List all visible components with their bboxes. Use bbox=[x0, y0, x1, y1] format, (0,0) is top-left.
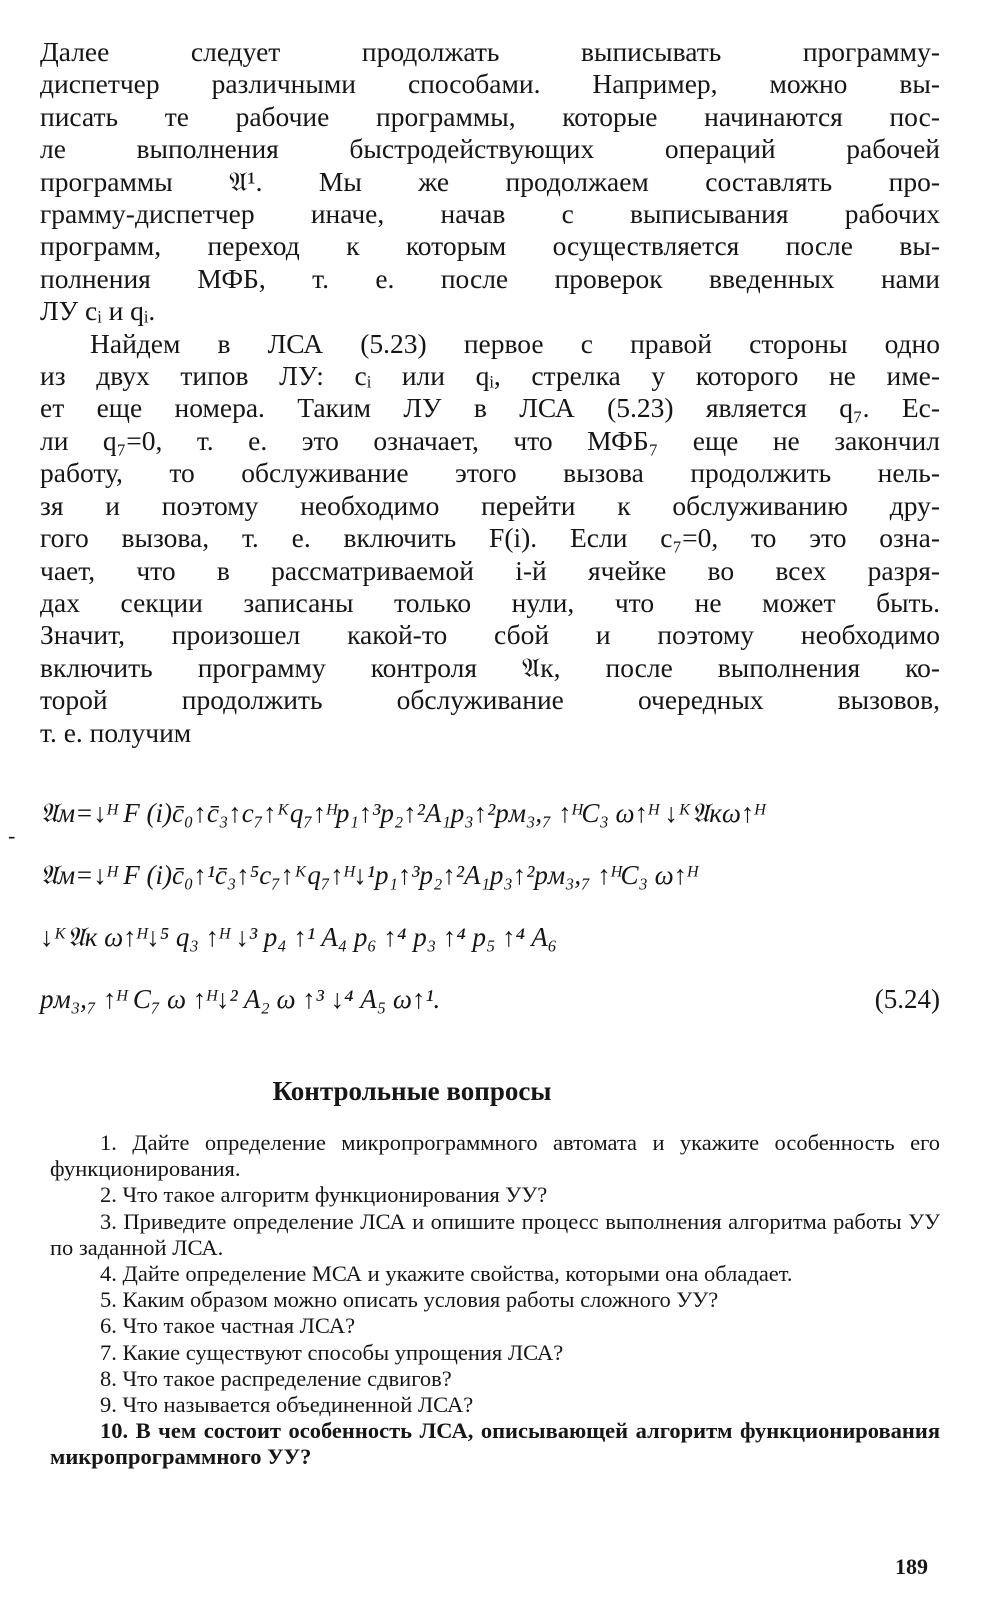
text-line: торой продолжить обслуживание очередных вызовов, bbox=[40, 684, 940, 716]
text-line: полнения МФБ, т. е. после проверок введенных нами bbox=[40, 262, 940, 294]
text-line: Значит, произошел какой-то сбой и поэтому необходимо bbox=[40, 619, 940, 651]
text-line: Найдем в ЛСА (5.23) первое с правой стороны одно bbox=[90, 327, 940, 359]
text-line: гого вызова, т. е. включить F(i). Если c₇=0, то это озна- bbox=[40, 522, 940, 554]
question-item: 7. Какие существуют способы упрощения ЛСА? bbox=[100, 1339, 564, 1365]
formula-block bbox=[40, 790, 940, 1038]
formula-line-3: ↓ᴷ𝔄к ω↑ᴴ↓⁵ q₃ ↑ᴴ ↓³ p₄ ↑¹ A₄ p₆ ↑⁴ p₃ ↑⁴ p₅ ↑⁴ A₆ bbox=[40, 922, 558, 952]
paragraph-2 bbox=[40, 328, 940, 749]
equation-number: (5.24) bbox=[874, 984, 940, 1014]
text-line: ле выполнения быстродействующих операций рабочей bbox=[40, 133, 940, 165]
margin-mark: - bbox=[8, 823, 16, 848]
paragraph-1 bbox=[40, 36, 940, 328]
text-line: чает, что в рассматриваемой i-й ячейке во всех разря- bbox=[40, 554, 940, 586]
text-line: ет еще номера. Таким ЛУ в ЛСА (5.23) является q₇. Ес- bbox=[40, 392, 940, 424]
formula-line-2: 𝔄м=↓ᴴ F (i)c̄₀↑¹c̄₃↑⁵c₇↑ᴷq₇↑ᴴ↓¹p₁↑³p₂↑²A₁p₃↑²pм₃,₇ ↑ᴴC₃ ω↑ᴴ bbox=[40, 860, 697, 890]
formula-line-4 bbox=[40, 976, 940, 1038]
formula-line-1: 𝔄м=↓ᴴ F (i)c̄₀↑c̄₃↑c₇↑ᴷq₇↑ᴴp₁↑³p₂↑²A₁p₃↑²pм₃,₇ ↑ᴴC₃ ω↑ᴴ ↓ᴷ𝔄кω↑ᴴ bbox=[40, 798, 765, 828]
question-item: 1. Дайте определение микропрограммного автомата и укажите особенность его функционирования. bbox=[50, 1130, 940, 1182]
text-line: т. е. получим bbox=[40, 716, 192, 748]
section-heading: Контрольные вопросы bbox=[272, 1076, 552, 1106]
text-line: работу, то обслуживание этого вызова продолжить нель- bbox=[40, 457, 940, 489]
text-line: писать те рабочие программы, которые начинаются пос- bbox=[40, 100, 940, 132]
question-item: 8. Что такое распределение сдвигов? bbox=[100, 1365, 452, 1391]
question-item: 9. Что называется объединенной ЛСА? bbox=[100, 1392, 474, 1418]
text-line: дах секции записаны только нули, что не может быть. bbox=[40, 586, 940, 618]
text-line: программы 𝔄¹. Мы же продолжаем составлять про- bbox=[40, 165, 940, 197]
text-line: диспетчер различными способами. Например, можно вы- bbox=[40, 68, 940, 100]
text-line: программ, переход к которым осуществляется после вы- bbox=[40, 230, 940, 262]
main-text bbox=[40, 36, 940, 749]
question-item: 3. Приведите определение ЛСА и опишите процесс выполнения алгоритма работы УУ по заданной ЛСА. bbox=[50, 1208, 940, 1260]
question-item: 4. Дайте определение МСА и укажите свойства, которыми она обладает. bbox=[100, 1261, 793, 1287]
text-line: Далее следует продолжать выписывать программу- bbox=[40, 36, 940, 67]
text-line: включить программу контроля 𝔄к, после выполнения ко- bbox=[40, 651, 940, 683]
page-number: 189 bbox=[895, 1554, 928, 1579]
question-item: 5. Каким образом можно описать условия работы сложного УУ? bbox=[100, 1287, 719, 1313]
formula-line-4-text: pм₃,₇ ↑ᴴ C₇ ω ↑ᴴ↓² A₂ ω ↑³ ↓⁴ A₅ ω↑¹. bbox=[40, 984, 441, 1014]
text-line: из двух типов ЛУ: cᵢ или qᵢ, стрелка у которого не име- bbox=[40, 360, 940, 392]
question-item: 10. В чем состоит особенность ЛСА, описывающей алгоритм функционирования микропрограммного УУ? bbox=[50, 1418, 940, 1470]
question-item: 6. Что такое частная ЛСА? bbox=[100, 1313, 356, 1339]
text-line: зя и поэтому необходимо перейти к обслуживанию дру- bbox=[40, 489, 940, 521]
text-line: грамму-диспетчер иначе, начав с выписывания рабочих bbox=[40, 198, 940, 230]
questions-list bbox=[50, 1130, 940, 1471]
text-line: ЛУ cᵢ и qᵢ. bbox=[40, 295, 156, 327]
text-line: ли q₇=0, т. е. это означает, что МФБ₇ еще не закончил bbox=[40, 424, 940, 456]
question-item: 2. Что такое алгоритм функционирования УУ? bbox=[100, 1182, 548, 1208]
